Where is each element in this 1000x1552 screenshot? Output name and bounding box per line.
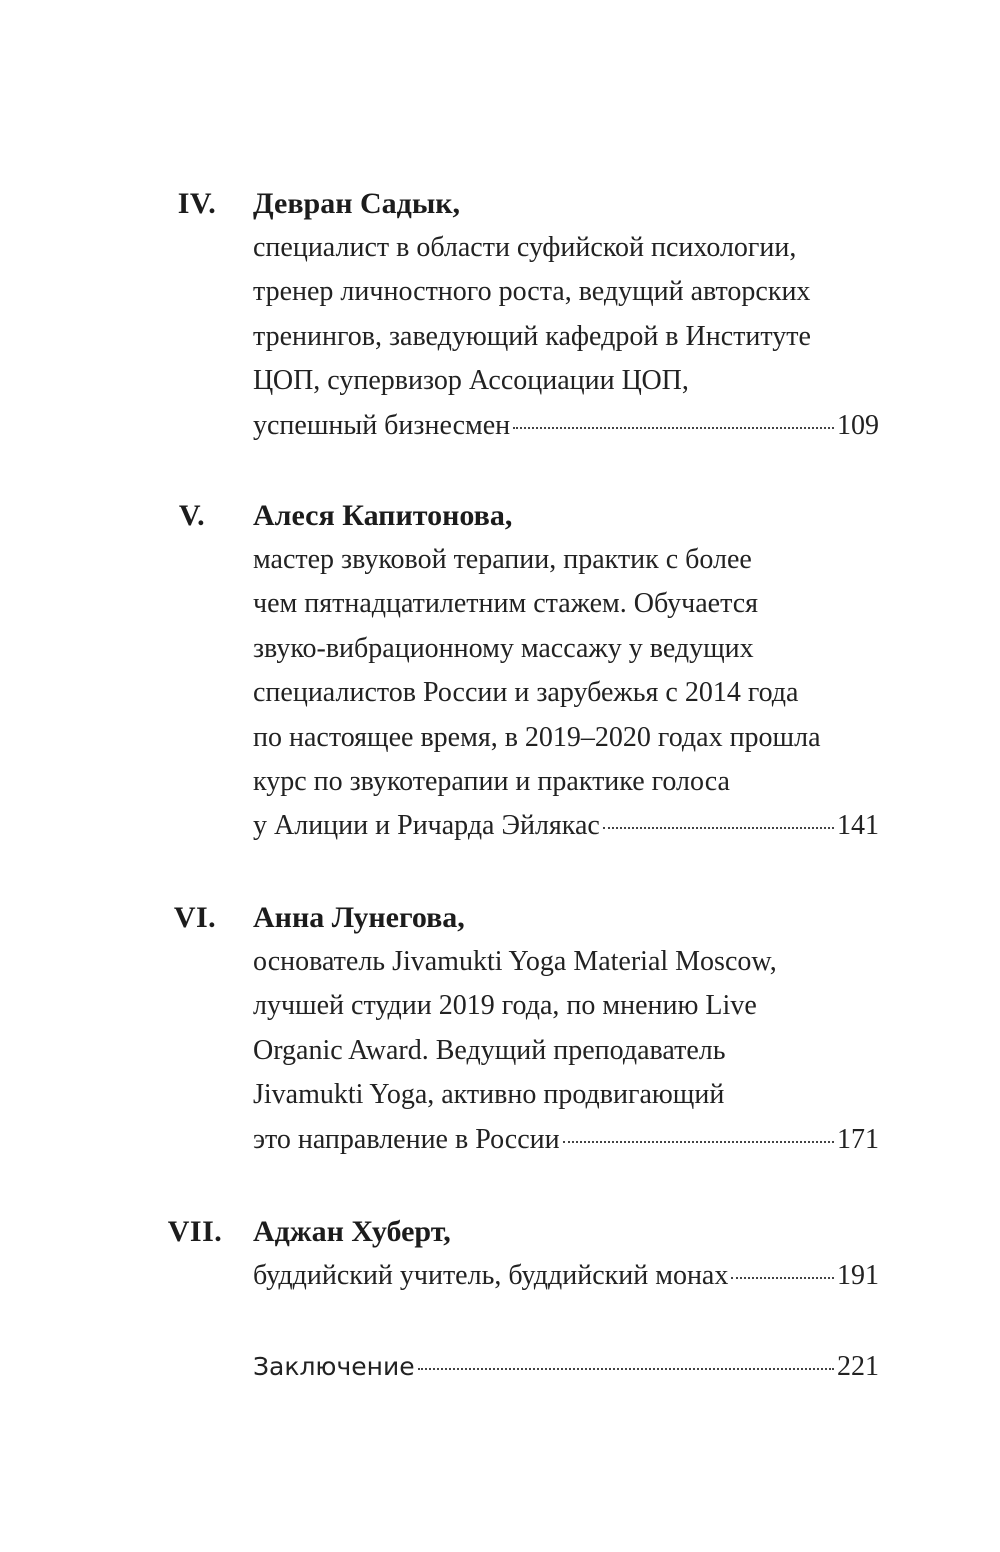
description-last-line: у Алиции и Ричарда Эйлякас — [253, 810, 600, 842]
author-description — [253, 940, 879, 1162]
page-number: 191 — [837, 1260, 879, 1291]
page-number: 109 — [837, 409, 879, 441]
description-line: основатель Jivamukti Yoga Material Moscow, — [253, 946, 777, 977]
description-line: ЦОП, супервизор Ассоциации ЦОП, — [253, 365, 689, 397]
author-name: Аджан Хуберт, — [253, 1215, 451, 1248]
description-line: тренер личностного роста, ведущий авторских — [253, 276, 811, 308]
author-description — [253, 538, 879, 849]
author-name: Алеся Капитонова, — [253, 499, 513, 532]
description-line: Organic Award. Ведущий преподаватель — [253, 1034, 726, 1066]
chapter-numeral: V. — [178, 499, 206, 532]
dot-leader — [563, 1141, 834, 1143]
author-description — [253, 1254, 879, 1298]
toc-link-line[interactable] — [253, 804, 879, 848]
chapter-numeral: VI. — [173, 901, 217, 934]
description-line: по настоящее время, в 2019–2020 годах прошла — [253, 721, 821, 753]
description-line: лучшей студии 2019 года, по мнению Live — [253, 990, 757, 1022]
description-last-line: это направление в России — [253, 1123, 560, 1155]
description-line: тренингов, заведующий кафедрой в Институте — [253, 320, 811, 352]
dot-leader — [513, 427, 834, 429]
toc-entry-conclusion[interactable] — [253, 1345, 879, 1389]
conclusion-label: Заключение — [253, 1352, 415, 1381]
description-last-line: успешный бизнесмен — [253, 409, 511, 441]
description-line: курс по звукотерапии и практике голоса — [253, 765, 730, 797]
toc-link-line[interactable] — [253, 1118, 879, 1162]
description-line: специалист в области суфийской психологии, — [253, 232, 797, 263]
description-last-line: буддийский учитель, буддийский монах — [253, 1260, 729, 1291]
page-number: 141 — [837, 810, 879, 842]
toc-link-line[interactable] — [253, 404, 879, 448]
chapter-numeral: IV. — [177, 187, 217, 220]
description-line: чем пятнадцатилетним стажем. Обучается — [253, 588, 758, 620]
author-description — [253, 226, 879, 448]
description-line: Jivamukti Yoga, активно продвигающий — [253, 1079, 725, 1111]
dot-leader — [418, 1368, 834, 1370]
page-number: 171 — [837, 1123, 879, 1155]
page-number: 221 — [837, 1351, 879, 1382]
description-line: специалистов России и зарубежья с 2014 года — [253, 677, 799, 709]
author-name: Девран Садык, — [253, 187, 461, 220]
dot-leader — [731, 1277, 834, 1279]
description-line: мастер звуковой терапии, практик с более — [253, 544, 752, 575]
dot-leader — [603, 827, 834, 829]
toc-link-line[interactable] — [253, 1254, 879, 1298]
description-line: звуко-вибрационному массажу у ведущих — [253, 632, 754, 664]
chapter-numeral: VII. — [167, 1215, 223, 1248]
author-name: Анна Лунегова, — [253, 901, 465, 934]
